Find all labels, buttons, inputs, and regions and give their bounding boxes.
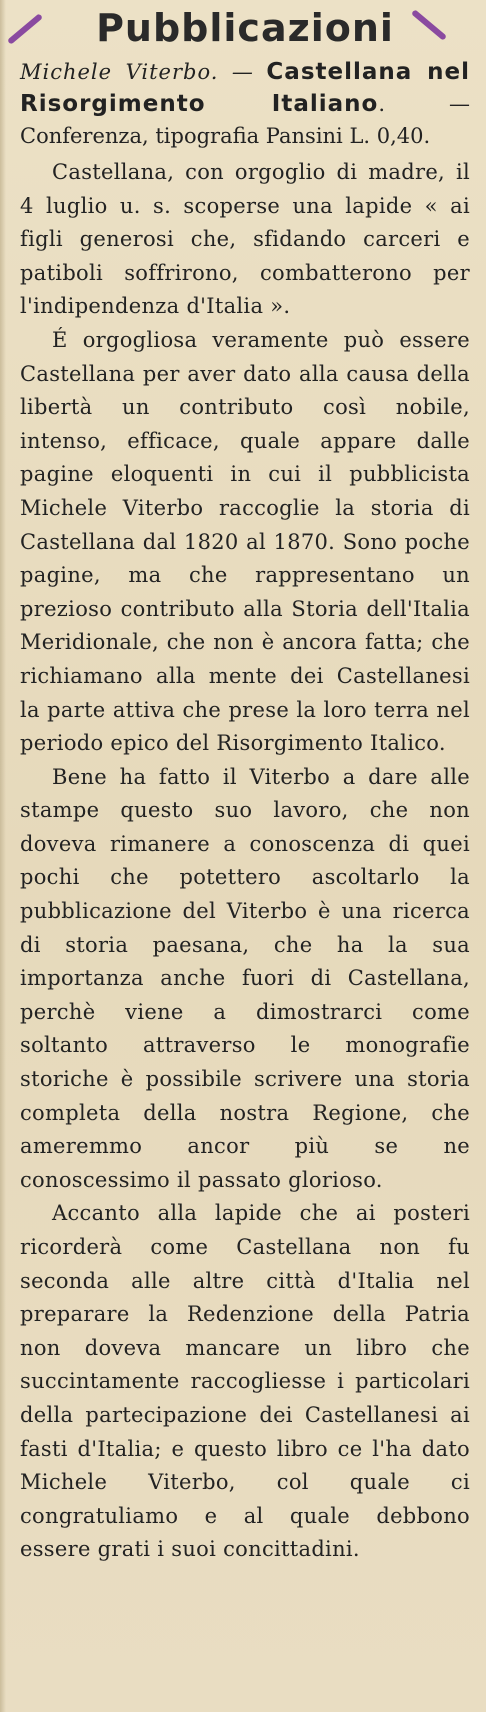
paragraph-4: Accanto alla lapide che ai posteri ricorderà come Castellana non fu seconda alle altre città d'Italia nel preparare la Redenzione della Patria non doveva mancare un libro che succintamente raccogliesse i particolari della partecipazione dei Castellanesi ai fasti d'Italia; e questo libro ce l'ha dato Michele Viterbo, col quale ci congratuliamo e al quale debbono essere grati i suoi concittadini. [20,1201,470,1562]
section-title: Pubblicazioni [96,6,394,50]
author-name: Michele Viterbo. — [20,60,254,84]
paragraph-1: Castellana, con orgoglio di madre, il 4 luglio u. s. scoperse una lapide « ai figli generosi che, sfidando carceri e patiboli soffrirono, combatterono per l'indipendenza d'Italia ». [20,160,470,319]
article-body [20,156,470,1567]
paragraph-2: É orgogliosa veramente può essere Castellana per aver dato alla causa della libertà un contributo così nobile, intenso, efficace, quale appare dalle pagine eloquenti in cui il pubblicista Michele Viterbo raccoglie la storia di Castellana dal 1820 al 1870. Sono poche pagine, ma che rappresentano un prezioso contributo alla Storia dell'Italia Meridionale, che non è ancora fatta; che richiamano alla mente dei Castellanesi la parte attiva che prese la loro terra nel periodo epico del Risorgimento Italico. [20,327,470,756]
book-title: Castellana nel Risorgimento Italiano [20,59,470,117]
page-edge-shadow [0,0,6,1712]
publication-details: . — Conferenza, tipografia Pansini L. 0,40. [20,92,470,148]
paragraph-3: Bene ha fatto il Viterbo a dare alle stampe questo suo lavoro, che non doveva rimanere a conoscenza di quei pochi che potettero ascoltarlo la pubblicazione del Viterbo è una ricerca di storia paesana, che ha la sua importanza anche fuori di Castellana, perchè viene a dimostrarci come soltanto attraverso le monografie storiche è possibile scrivere una storia completa della nostra Regione, che ameremmo ancor più se ne conoscessimo il passato glorioso. [20,764,470,1192]
article-heading [20,56,470,152]
